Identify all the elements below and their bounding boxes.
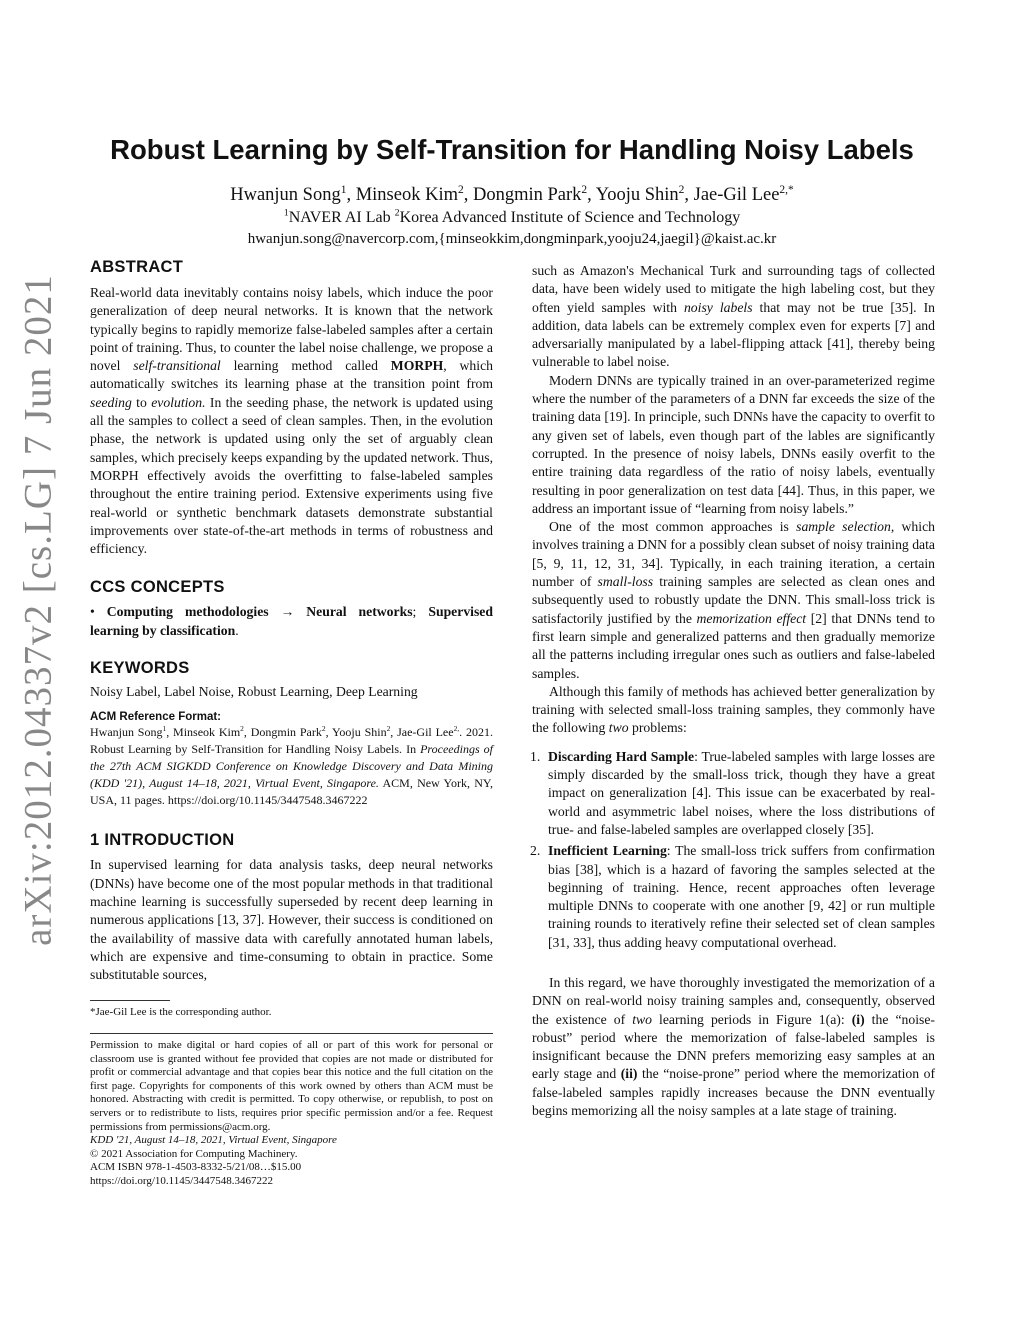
intro-heading: 1 INTRODUCTION bbox=[90, 831, 235, 850]
arxiv-stamp bbox=[6, 274, 70, 946]
affil-mark: 2 bbox=[394, 207, 400, 219]
acm-ref-heading: ACM Reference Format: bbox=[90, 711, 221, 724]
right-paragraph: Although this family of methods has achieved better generalization by training with selected small-loss training samples, they commonly have the following two problems: bbox=[532, 683, 935, 736]
author-name: Hwanjun Song bbox=[230, 185, 341, 205]
keywords-heading: KEYWORDS bbox=[90, 659, 190, 678]
author-affil-mark: 1 bbox=[340, 183, 347, 196]
list-item: 2. Inefficient Learning: The small-loss trick suffers from confirmation bias [38], which is a hazard of favoring the samples selected at the beginning of training. Hence, recent approaches often leverage multiple DNNs to cooperate with one another [9, 42] or run multiple training rounds to iteratively refine their selected set of clean samples [31, 33], thus adding heavy computational overhead. bbox=[530, 843, 935, 950]
ccs-heading: CCS CONCEPTS bbox=[90, 578, 225, 597]
author-emails: hwanjun.song@navercorp.com,{minseokkim,dongminpark,yooju24,jaegil}@kaist.ac.kr bbox=[247, 231, 777, 247]
footnote-rule bbox=[90, 1000, 170, 1001]
right-column bbox=[532, 262, 935, 1120]
affil-name: NAVER AI Lab bbox=[288, 209, 391, 226]
problem-list bbox=[532, 748, 935, 952]
affiliations bbox=[70, 209, 954, 227]
abstract-text: Real-world data inevitably contains noisy labels, which induce the poor generalization of deep neural networks. It is known that the network typically begins to rapidly memorize false-labeled samples after a certain point of training. Thus, to counter the label noise challenge, we propose a novel self-transitional learning method called MORPH, which automatically switches its learning phase at the transition point from seeding to evolution. In the seeding phase, the network is updated using all the samples to collect a seed of clean samples. Then, in the evolution phase, the network is updated using only the set of arguably clean samples, which precisely keeps expanding by the updated network. Thus, MORPH effectively avoids the overfitting to false-labeled samples throughout the entire training period. Extensive experiments using five real-world or synthetic benchmark datasets demonstrate substantial improvements over state-of-the-art methods in terms of robustness and efficiency. bbox=[90, 285, 493, 557]
affil-mark: 1 bbox=[283, 207, 289, 219]
author-affil-mark: 2 bbox=[678, 183, 685, 196]
author-name: Dongmin Park bbox=[472, 185, 582, 205]
right-paragraph: One of the most common approaches is sample selection, which involves training a DNN for a possibly clean subset of noisy training data [5, 9, 11, 12, 31, 34]. Typically, in each training iteration, a certain number of small-loss training samples are selected as clean ones and subsequently used to robustly update the DNN. This small-loss trick is satisfactorily justified by the memorization effect [2] that DNNs tend to first learn simple and generalized patterns and then gradually memorize all the patterns including irregular ones such as outliers and false-labeled samples. bbox=[532, 519, 935, 681]
abstract-heading: ABSTRACT bbox=[90, 258, 184, 276]
intro-paragraph: In supervised learning for data analysis tasks, deep neural networks (DNNs) have become one of the most popular methods in that traditional machine learning is successfully superseded by recent deep learning in numerous applications [13, 37]. However, their success is conditioned on the availability of massive data with carefully annotated human labels, which are expensive and time-consuming to obtain in practice. Some substitutable sources, bbox=[90, 857, 493, 983]
author-list: Hwanjun Song$^1$, Minseok Kim$^2$, Dongmin Park$^2$, Yooju Shin$^2$, Jae-Gil Lee$^{2,*}$ bbox=[230, 183, 794, 205]
author-name: Yooju Shin bbox=[595, 185, 679, 205]
paper-title: Robust Learning by Self-Transition for Handling Noisy Labels bbox=[110, 134, 914, 165]
isbn: ACM ISBN 978-1-4503-8332-5/21/08…$15.00 bbox=[90, 1161, 302, 1174]
author-name: Jae-Gil Lee bbox=[693, 185, 780, 205]
footnote: *Jae-Gil Lee is the corresponding author. bbox=[90, 1006, 272, 1019]
ccs-text: • Computing methodologies → Neural networks; Supervised learning by classification. bbox=[90, 604, 493, 638]
permission-rule bbox=[90, 1033, 493, 1034]
conference-info: KDD '21, August 14–18, 2021, Virtual Event, Singapore bbox=[90, 1134, 337, 1147]
left-column bbox=[90, 258, 493, 1189]
doi-link[interactable]: https://doi.org/10.1145/3447548.3467222 bbox=[90, 1174, 274, 1187]
affil-name: Korea Advanced Institute of Science and Technology bbox=[399, 209, 741, 226]
author-affil-mark: 2,* bbox=[779, 183, 794, 196]
acm-ref-text: Hwanjun Song$^1$, Minseok Kim$^2$, Dongmin Park$^2$, Yooju Shin$^2$, Jae-Gil Lee$^{2,}$. 2021. Robust Learning by Self-Transition for Handling Noisy Labels. In Proceedings of the 27th ACM SIGKDD Conference on Knowledge Discovery and Data Mining (KDD '21), August 14–18, 2021, Virtual Event, Singapore. ACM, New York, NY, USA, 11 pages. https://doi.org/10.1145/3447548.3467222 bbox=[90, 724, 493, 808]
copyright: © 2021 Association for Computing Machinery. bbox=[90, 1147, 298, 1160]
permission-text: Permission to make digital or hard copies of all or part of this work for personal or classroom use is granted without fee provided that copies are not made or distributed for profit or commercial advantage and that copies bear this notice and the full citation on the first page. Copyrights for components of this work owned by others than ACM must be honored. Abstracting with credit is permitted. To copy otherwise, or republish, to post on servers or to redistribute to lists, requires prior specific permission and/or a fee. Request permissions from permissions@acm.org. bbox=[90, 1039, 493, 1133]
author-name: Minseok Kim bbox=[355, 185, 458, 205]
right-paragraph: In this regard, we have thoroughly investigated the memorization of a DNN on real-world noisy training samples and, consequently, observed the existence of two learning periods in Figure 1(a): (i) the “noise-robust” period where the memorization of false-labeled samples is insignificant because the DNN prefers memorizing easy samples at an early stage and (ii) the “noise-prone” period where the memorization of false-labeled samples rapidly increases because the DNN eventually begins memorizing all the noisy samples at a late stage of training. bbox=[532, 974, 936, 1119]
arxiv-stamp-text: arXiv:2012.04337v2 [cs.LG] 7 Jun 2021 bbox=[16, 274, 60, 946]
right-paragraph: such as Amazon's Mechanical Turk and surrounding tags of collected data, have been widely used to mitigate the high labeling cost, but they often yield samples with noisy labels that may not be true [35]. In addition, data labels can be extremely complex even for experts [7] and adversarially manipulated by a label-flipping attack [41], thereby being vulnerable to label noise. bbox=[532, 263, 935, 370]
keywords-text: Noisy Label, Label Noise, Robust Learning, Deep Learning bbox=[90, 684, 418, 700]
author-affil-mark: 2 bbox=[457, 183, 464, 196]
list-item: 1. Discarding Hard Sample: True-labeled samples with large losses are simply discarded by the small-loss trick, though they have a great impact on generalization [4]. This issue can be exacerbated by real-world and asymmetric label noises, where the loss distributions of true- and false-labeled samples are overlapped closely [35]. bbox=[530, 748, 936, 837]
right-paragraph: Modern DNNs are typically trained in an over-parameterized regime where the number of the parameters of a DNN far exceeds the size of the training data [19]. In principle, such DNNs have the capacity to overfit to any given set of labels, even though part of the lables are significantly corrupted. In the presence of noisy labels, DNNs easily overfit to the entire training data regardless of the ratio of noisy labels, eventually resulting in poor generalization on test data [44]. Thus, in this paper, we address an important issue of “learning from noisy labels.” bbox=[532, 372, 935, 516]
author-affil-mark: 2 bbox=[581, 183, 588, 196]
